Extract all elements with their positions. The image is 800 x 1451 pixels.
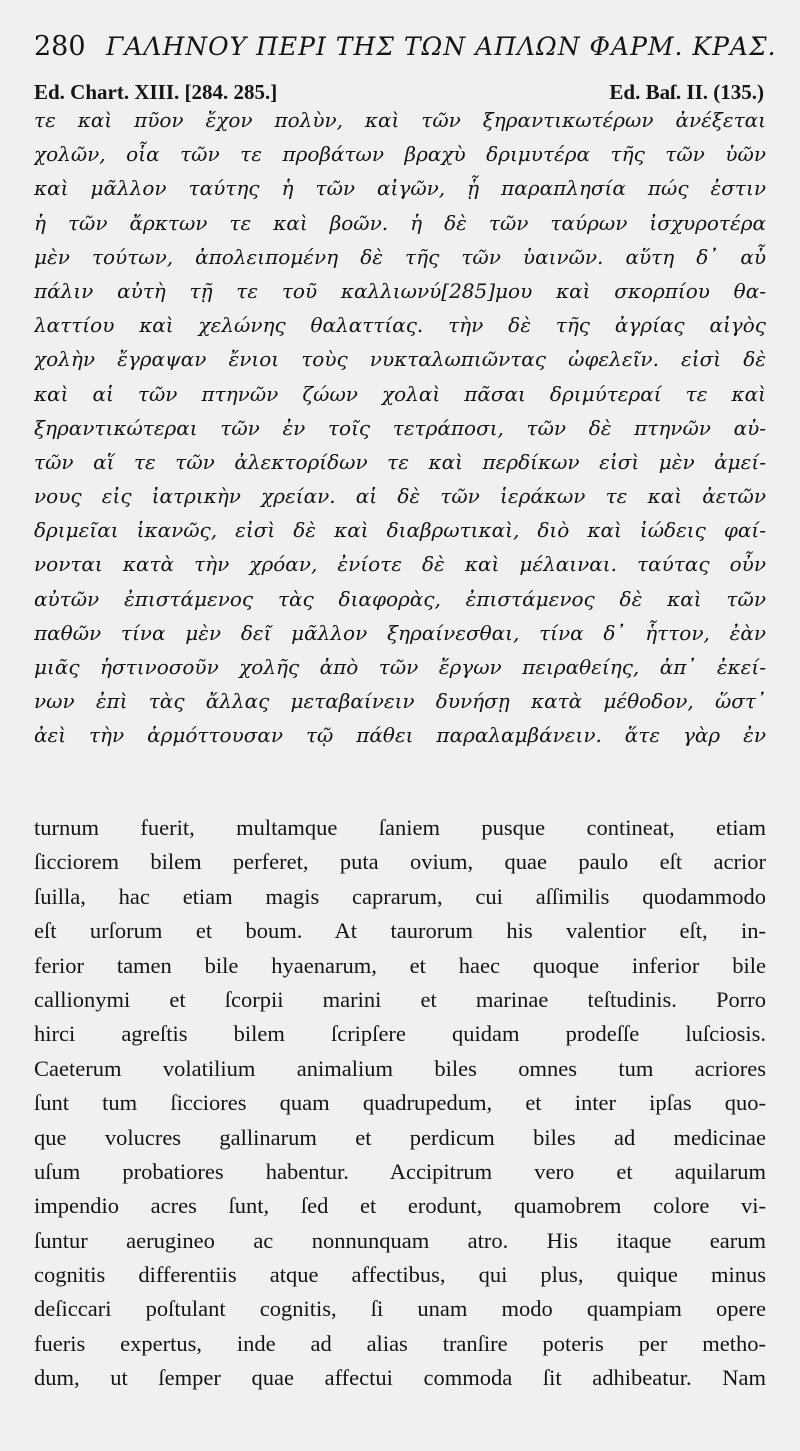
- latin-text-block: [34, 811, 766, 1396]
- latin-line: ferior tamen bile hyaenarum, et haec quoque inferior bile: [34, 952, 766, 978]
- latin-line: uſum probatiores habentur. Accipitrum vero et aquilarum: [34, 1158, 766, 1184]
- latin-line: callionymi et ſcorpii marini et marinae teſtudinis. Porro: [34, 986, 766, 1012]
- greek-line: μὲν τούτων, ἀπολειπομένη δὲ τῆς τῶν ὑαινῶν. αὕτη δ᾽ αὖ: [34, 244, 766, 269]
- latin-line: fueris expertus, inde ad alias tranſire poteris per metho-: [34, 1330, 766, 1356]
- greek-line: νονται κατὰ τὴν χρόαν, ἐνίοτε δὲ καὶ μέλαιναι. ταύτας οὖν: [34, 552, 766, 577]
- greek-line: καὶ αἱ τῶν πτηνῶν ζώων χολαὶ πᾶσαι δριμύτεραί τε καὶ: [34, 381, 766, 406]
- greek-line: μιᾶς ἡστινοσοῦν χολῆς ἀπὸ τῶν ἔργων πειραθείης, ἀπ᾽ ἐκεί-: [34, 655, 766, 679]
- latin-line: ſunt tum ſicciores quam quadrupedum, et inter ipſas quo-: [34, 1090, 766, 1116]
- greek-line: καὶ μᾶλλον ταύτης ἡ τῶν αἰγῶν, ᾗ παραπλησία πώς ἐστιν: [34, 176, 766, 201]
- latin-line: Caeterum volatilium animalium biles omnes tum acriores: [34, 1055, 766, 1081]
- latin-line: que volucres gallinarum et perdicum biles ad medicinae: [34, 1124, 766, 1150]
- greek-text-block: [34, 103, 766, 753]
- page-number: 280: [34, 31, 86, 62]
- greek-line: χολὴν ἔγραψαν ἔνιοι τοὺς νυκταλωπιῶντας ὠφελεῖν. εἰσὶ δὲ: [34, 347, 766, 372]
- edition-reference-left: Ed. Chart. XIII. [284. 285.]: [34, 80, 278, 104]
- latin-line: ſuilla, hac etiam magis caprarum, cui aſſimilis quodammodo: [34, 883, 766, 909]
- greek-line: τε καὶ πῦον ἔχον πολὺν, καὶ τῶν ξηραντικωτέρων ἀνέξεται: [34, 108, 766, 132]
- latin-line: turnum fuerit, multamque ſaniem pusque contineat, etiam: [34, 815, 766, 840]
- running-title: ΓΑΛΗΝΟΥ ΠΕΡΙ ΤΗΣ ΤΩΝ ΑΠΛΩΝ ΦΑΡΜ. ΚΡΑΣ.: [106, 32, 777, 61]
- page-header: [34, 30, 777, 66]
- greek-line: νων ἐπὶ τὰς ἄλλας μεταβαίνειν δυνήσῃ κατὰ μέθοδον, ὥστ᾽: [34, 689, 766, 714]
- greek-line: δριμεῖαι ἱκανῶς, εἰσὶ δὲ καὶ διαβρωτικαὶ, διὸ καὶ ἰώδεις φαί-: [34, 518, 766, 543]
- greek-line: ἡ τῶν ἄρκτων τε καὶ βοῶν. ἡ δὲ τῶν ταύρων ἰσχυροτέρα: [34, 210, 766, 235]
- latin-line: impendio acres ſunt, ſed et erodunt, quamobrem colore vi-: [34, 1193, 766, 1219]
- latin-line: hirci agreſtis bilem ſcripſere quidam prodeſſe luſciosis.: [34, 1021, 766, 1047]
- greek-line: ἀεὶ τὴν ἁρμόττουσαν τῷ πάθει παραλαμβάνειν. ἅτε γὰρ ἐν: [34, 723, 766, 748]
- greek-line: νους εἰς ἰατρικὴν χρείαν. αἱ δὲ τῶν ἱεράκων τε καὶ ἀετῶν: [34, 484, 766, 509]
- greek-line: χολῶν, οἷα τῶν τε προβάτων βραχὺ δριμυτέρα τῆς τῶν ὑῶν: [34, 142, 766, 167]
- latin-line: cognitis differentiis atque affectibus, qui plus, quique minus: [34, 1262, 766, 1288]
- greek-line: τῶν αἵ τε τῶν ἀλεκτορίδων τε καὶ περδίκων εἰσὶ μὲν ἀμεί-: [34, 449, 766, 474]
- greek-line: αὐτῶν ἐπιστάμενος τὰς διαφορὰς, ἐπιστάμενος δὲ καὶ τῶν: [34, 586, 766, 611]
- greek-line: παθῶν τίνα μὲν δεῖ μᾶλλον ξηραίνεσθαι, τίνα δ᾽ ἧττον, ἐὰν: [34, 620, 766, 645]
- greek-line: λαττίου καὶ χελώνης θαλαττίας. τὴν δὲ τῆς ἀγρίας αἰγὸς: [34, 313, 766, 338]
- latin-line: deſiccari poſtulant cognitis, ſi unam modo quampiam opere: [34, 1296, 766, 1322]
- greek-line: ξηραντικώτεραι τῶν ἐν τοῖς τετράποσι, τῶν δὲ πτηνῶν αὐ-: [34, 415, 766, 440]
- latin-line: dum, ut ſemper quae affectui commoda ſit adhibeatur. Nam: [34, 1365, 766, 1391]
- latin-line: ſicciorem bilem perferet, puta ovium, quae paulo eſt acrior: [34, 849, 766, 875]
- edition-reference-right: Ed. Baſ. II. (135.): [609, 80, 764, 104]
- latin-line: eſt urſorum et boum. At taurorum his valentior eſt, in-: [34, 918, 766, 944]
- latin-line: ſuntur aerugineo ac nonnunquam atro. His itaque earum: [34, 1227, 766, 1253]
- greek-line: πάλιν αὐτὴ τῇ τε τοῦ καλλιωνύ[285]μου καὶ σκορπίου θα-: [34, 278, 766, 303]
